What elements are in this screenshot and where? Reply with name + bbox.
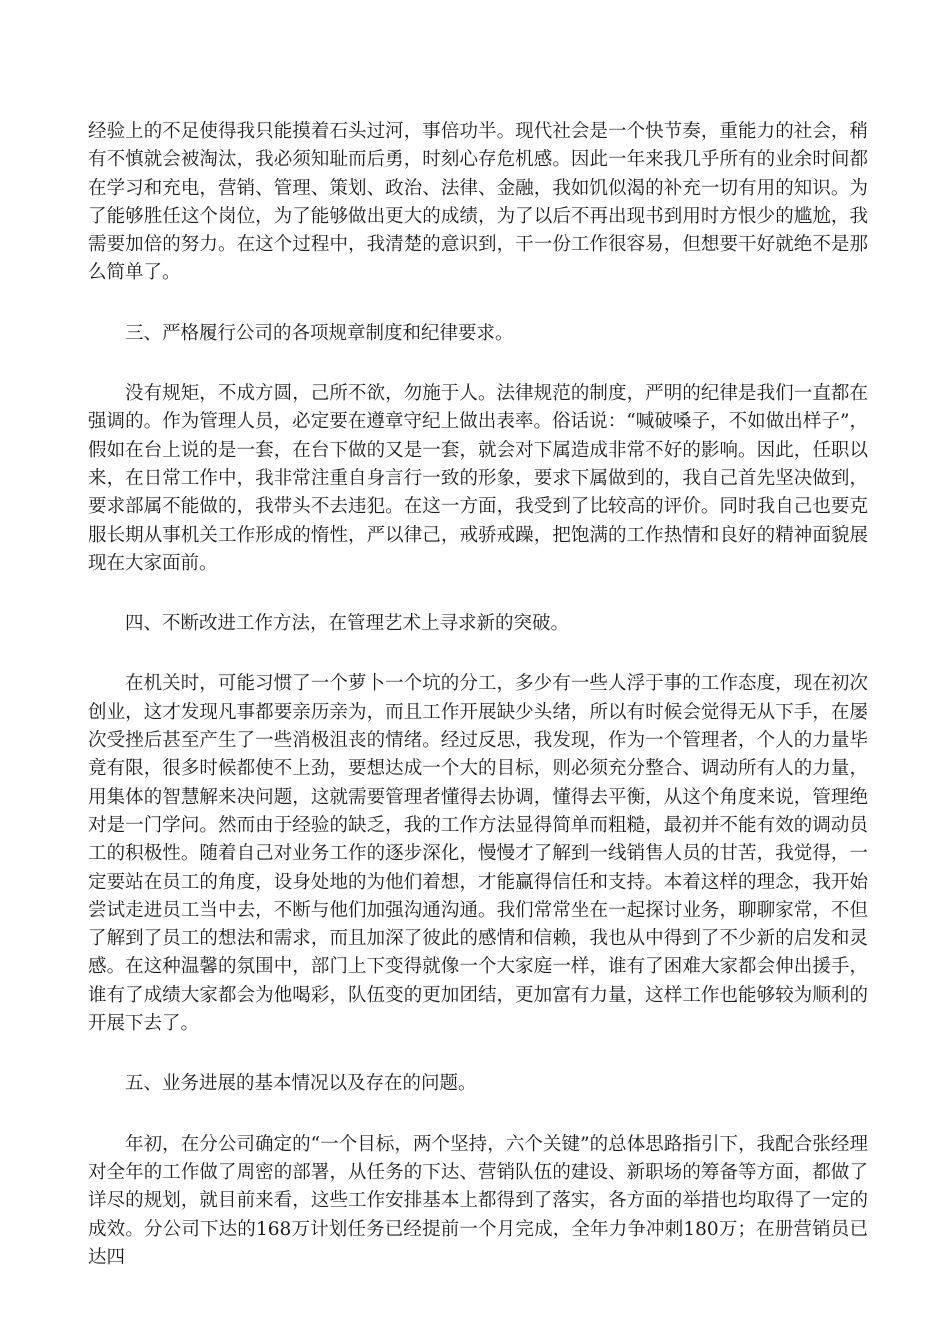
paragraph-experience: 经验上的不足使得我只能摸着石头过河，事倍功半。现代社会是一个快节奏，重能力的社会，稍有不慎就会被淘汰，我必须知耻而后勇，时刻心存危机感。因此一年来我几乎所有的业余时间都在学习和充电，营销、管理、策划、政治、法律、金融，我如饥似渴的补充一切有用的知识。为了能够胜任这个岗位，为了能够做出更大的成绩，为了以后不再出现书到用时方恨少的尴尬，我需要加倍的努力。在这个过程中，我清楚的意识到，干一份工作很容易，但想要干好就绝不是那么简单了。 bbox=[88, 121, 868, 284]
section-heading-5: 五、业务进展的基本情况以及存在的问题。 bbox=[125, 1073, 477, 1095]
paragraph-business-progress: 年初，在分公司确定的“一个目标，两个坚持，六个关键”的总体思路指引下，我配合张经理对全年的工作做了周密的部署，从任务的下达、营销队伍的建设、新职场的筹备等方面，都做了详尽的规划，就目前来看，这些工作安排基本上都得到了落实，各方面的举措也均取得了一定的成效。分公司下达的168万计划任务已经提前一个月完成，全年力争冲刺180万；在册营销员已达四 bbox=[88, 1133, 868, 1268]
paragraph-management-method: 在机关时，可能习惯了一个萝卜一个坑的分工，多少有一些人浮于事的工作态度，现在初次创业，这才发现凡事都要亲历亲为，而且工作开展缺少头绪，所以有时候会觉得无从下手，在屡次受挫后甚至产生了一些消极沮丧的情绪。经过反思，我发现，作为一个管理者，个人的力量毕竟有限，很多时候都使不上劲，要想达成一个大的目标，则必须充分整合、调动所有人的力量，用集体的智慧解来决问题，这就需要管理者懂得去协调，懂得去平衡，从这个角度来说，管理绝对是一门学问。然而由于经验的缺乏，我的工作方法显得简单而粗糙，最初并不能有效的调动员工的积极性。随着自己对业务工作的逐步深化，慢慢才了解到一线销售人员的甘苦，我觉得，一定要站在员工的角度，设身处地的为他们着想，才能赢得信任和支持。本着这样的理念，我开始尝试走进员工当中去，不断与他们加强沟通沟通。我们常常坐在一起探讨业务，聊聊家常，不但了解到了员工的想法和需求，而且加深了彼此的感情和信赖，我也从中得到了不少新的启发和灵感。在这种温馨的氛围中，部门上下变得就像一个大家庭一样，谁有了困难大家都会伸出援手，谁有了成绩大家都会为他喝彩，队伍变的更加团结，更加富有力量，这样工作也能够较为顺利的开展下去了。 bbox=[88, 673, 868, 1035]
section-heading-4: 四、不断改进工作方法，在管理艺术上寻求新的突破。 bbox=[125, 613, 570, 635]
paragraph-discipline: 没有规矩，不成方圆，己所不欲，勿施于人。法律规范的制度，严明的纪律是我们一直都在强调的。作为管理人员，必定要在遵章守纪上做出表率。俗话说：“喊破嗓子，不如做出样子”，假如在台上说的是一套，在台下做的又是一套，就会对下属造成非常不好的影响。因此，任职以来，在日常工作中，我非常注重自身言行一致的形象，要求下属做到的，我自己首先坚决做到，要求部属不能做的，我带头不去违犯。在这一方面，我受到了比较高的评价。同时我自己也要克服长期从事机关工作形成的惰性，严以律己，戒骄戒躁，把饱满的工作热情和良好的精神面貌展现在大家面前。 bbox=[88, 383, 868, 574]
section-heading-3: 三、严格履行公司的各项规章制度和纪律要求。 bbox=[125, 322, 514, 344]
document-page bbox=[88, 118, 868, 1304]
